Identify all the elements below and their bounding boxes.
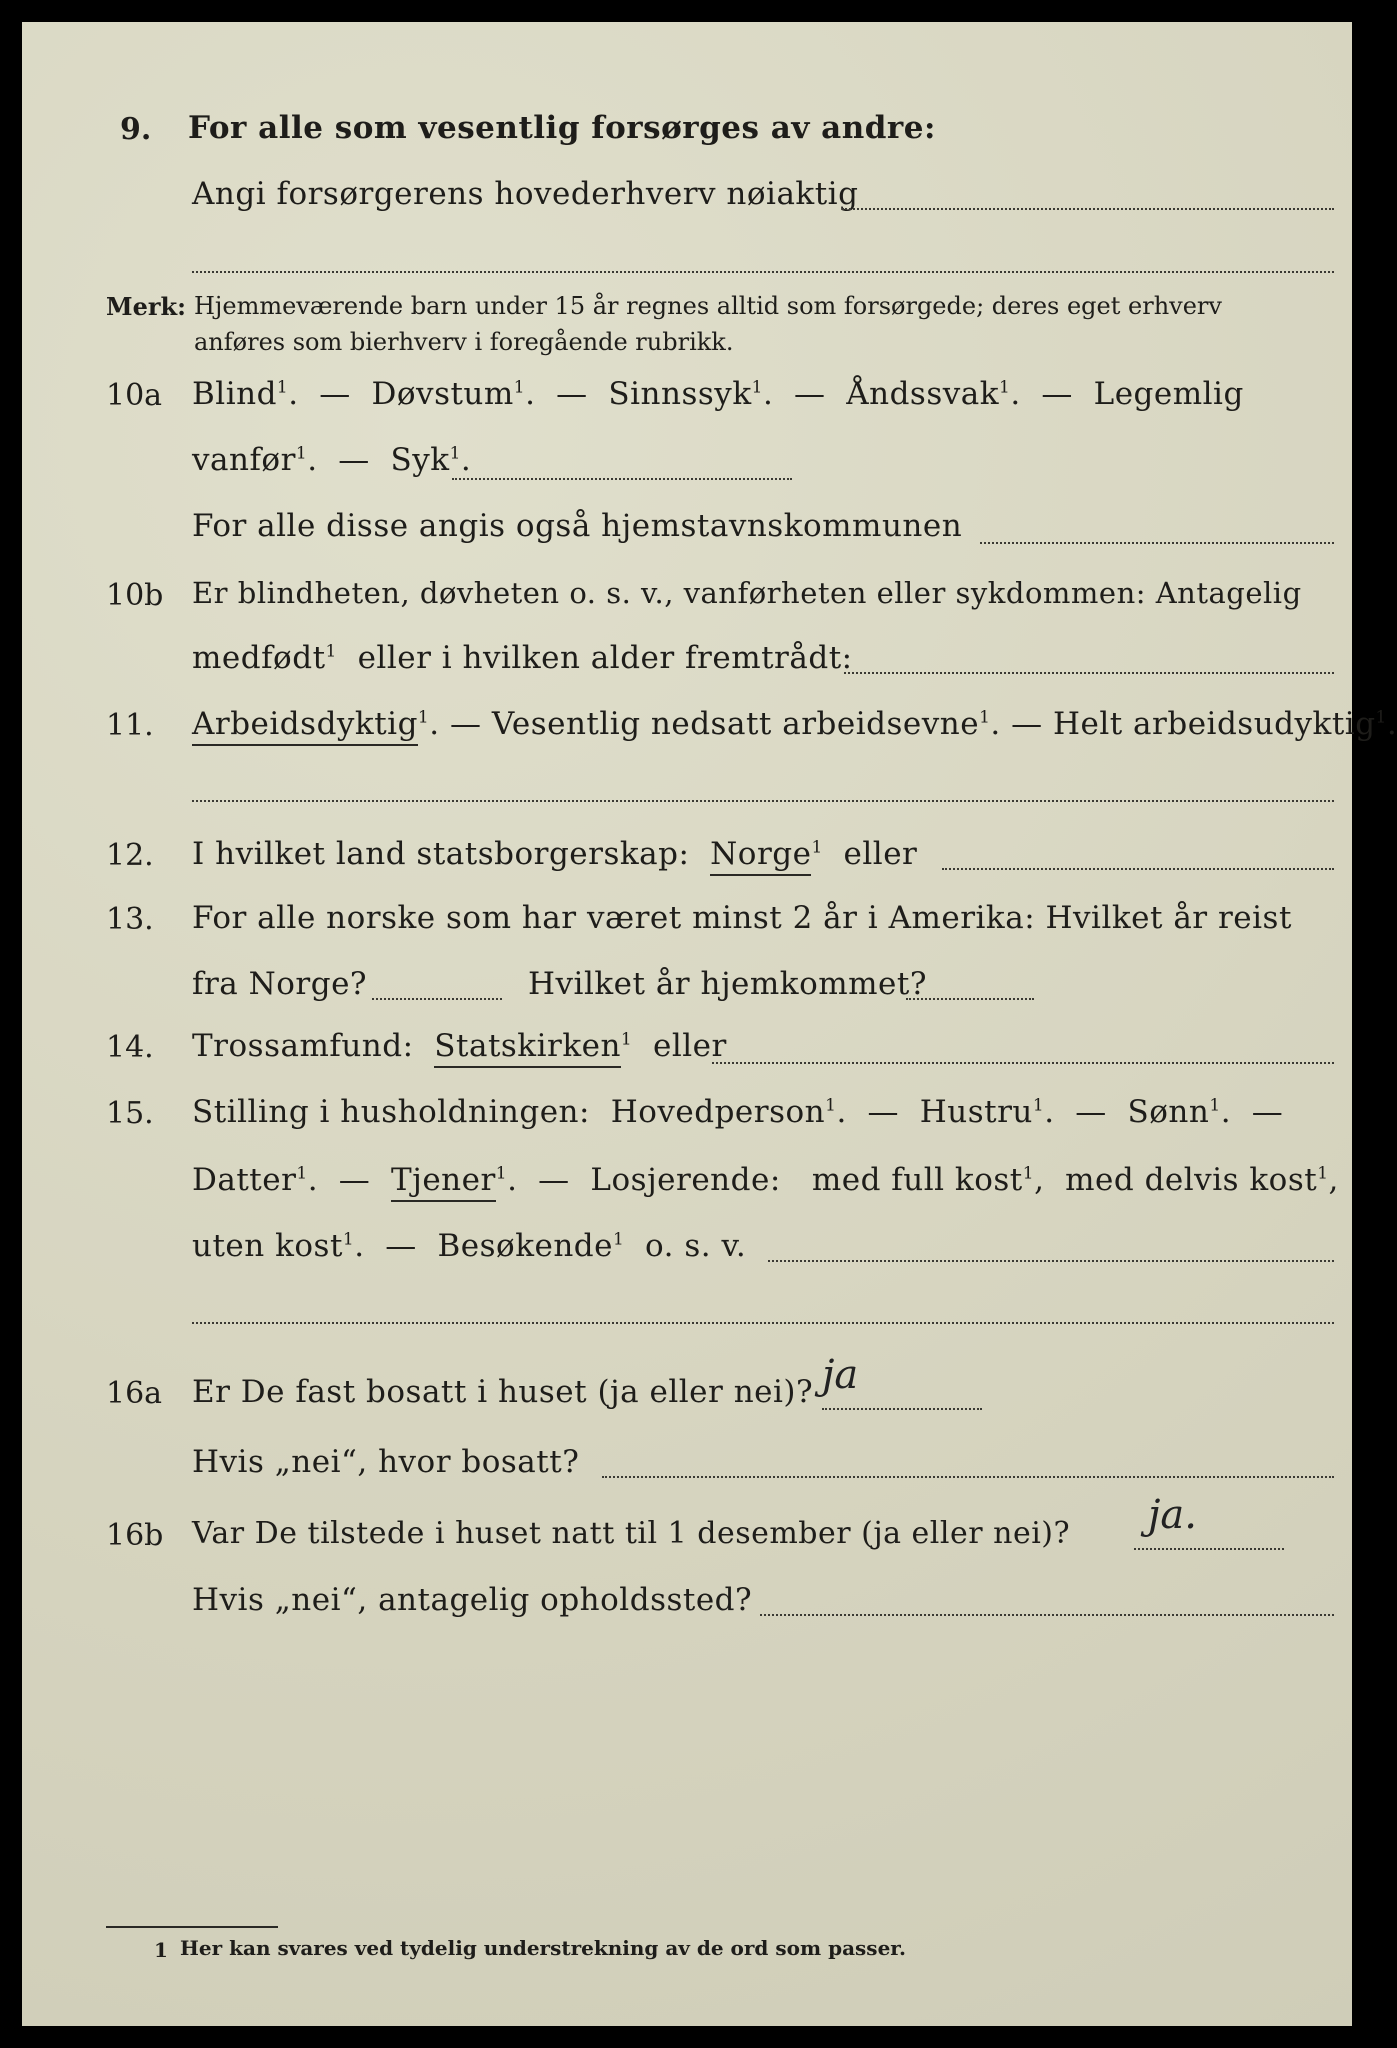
footnote-text: Her kan svares ved tydelig understrekning av de ord som passer. — [180, 1936, 906, 1960]
q14-trossamfund-field[interactable] — [712, 1062, 1334, 1064]
footnote-rule — [106, 1926, 278, 1928]
option-vanfor[interactable]: vanfør — [192, 442, 296, 478]
census-form-page — [22, 22, 1397, 2026]
q10b-alder-field[interactable] — [844, 672, 1334, 674]
option-tjener[interactable]: Tjener — [391, 1162, 496, 1202]
option-helt-arbeidsudyktig[interactable]: Helt arbeidsudyktig — [1052, 706, 1376, 742]
q13-hjemkommet: Hvilket år hjemkommet? — [528, 966, 927, 1002]
q15-line3: uten kost$^1$. — Besøkende$^1$ o. s. v. — [192, 1228, 747, 1264]
q15-answer-line[interactable] — [192, 1322, 1334, 1324]
option-dovstum[interactable]: Døvstum — [371, 376, 514, 412]
q14-number: 14. — [106, 1030, 154, 1065]
option-nedsatt-arbeidsevne[interactable]: Vesentlig nedsatt arbeidsevne — [491, 706, 980, 742]
q15-number: 15. — [106, 1096, 154, 1131]
option-med-delvis-kost[interactable]: med delvis kost — [1065, 1162, 1318, 1198]
q11-line1: Arbeidsdyktig$^1$. — Vesentlig nedsatt arbeidsevne$^1$. — Helt arbeidsudyktig$^1$. — [192, 706, 1397, 742]
q13-reist-field[interactable] — [372, 998, 502, 1000]
q10a-hjemstavn-field[interactable] — [980, 542, 1334, 544]
option-medfodt[interactable]: medfødt — [192, 640, 326, 676]
q9-number: 9. — [120, 112, 152, 147]
merk-label: Merk: — [106, 292, 186, 321]
q13-number: 13. — [106, 902, 154, 937]
option-norge[interactable]: Norge — [710, 836, 811, 876]
q16a-number: 16a — [106, 1376, 163, 1411]
q10a-line3: For alle disse angis også hjemstavnskommunen — [192, 508, 963, 544]
option-datter[interactable]: Datter — [192, 1162, 297, 1198]
q9-line2: Angi forsørgerens hovederhverv nøiaktig — [192, 176, 859, 212]
q13-hjemkommet-field[interactable] — [906, 998, 1034, 1000]
q12-line: I hvilket land statsborgerskap: Norge$^1$ eller — [192, 836, 917, 872]
q13-line1: For alle norske som har været minst 2 år i Amerika: Hvilket år reist — [192, 900, 1292, 936]
q16b-line2: Hvis „nei“, antagelig opholdssted? — [192, 1582, 753, 1618]
option-syk[interactable]: Syk — [390, 442, 450, 478]
option-hovedperson[interactable]: Hovedperson — [610, 1094, 826, 1130]
q10a-syk-field[interactable] — [452, 478, 792, 480]
option-arbeidsdyktig[interactable]: Arbeidsdyktig — [192, 706, 418, 746]
q16a-handwritten-answer[interactable]: ja — [822, 1352, 859, 1398]
q9-answer-line2[interactable] — [192, 271, 1334, 273]
q16b-handwritten-answer[interactable]: ja. — [1148, 1492, 1197, 1538]
footnote-marker: 1 — [154, 1938, 168, 1962]
option-besokende[interactable]: Besøkende — [437, 1228, 613, 1264]
q10a-line1: Blind$^1$. — Døvstum$^1$. — Sinnssyk$^1$. — Åndssvak$^1$. — Legemlig — [192, 376, 1244, 412]
q16a-bosatt-field[interactable] — [602, 1476, 1334, 1478]
q16a-answer-field[interactable] — [822, 1408, 982, 1410]
q16a-line2: Hvis „nei“, hvor bosatt? — [192, 1444, 580, 1480]
merk-line2: anføres som bierhverv i foregående rubrikk. — [194, 328, 734, 356]
q16b-answer-field[interactable] — [1134, 1548, 1284, 1550]
q12-number: 12. — [106, 838, 154, 873]
q10b-line1: Er blindheten, døvheten o. s. v., vanførheten eller sykdommen: Antagelig — [192, 576, 1302, 610]
q15-stilling-field[interactable] — [768, 1260, 1334, 1262]
q16b-opholdssted-field[interactable] — [760, 1614, 1334, 1616]
q15-line2: Datter$^1$. — Tjener$^1$. — Losjerende: med full kost$^1$, med delvis kost$^1$, — [192, 1162, 1339, 1198]
q16b-number: 16b — [106, 1518, 164, 1553]
option-med-full-kost[interactable]: med full kost — [811, 1162, 1023, 1198]
option-hustru[interactable]: Hustru — [919, 1094, 1033, 1130]
option-legemlig[interactable]: Legemlig — [1093, 376, 1244, 412]
q16b-line1: Var De tilstede i huset natt til 1 desember (ja eller nei)? — [192, 1516, 1071, 1551]
option-andssvak[interactable]: Åndssvak — [846, 376, 1000, 412]
q9-answer-field[interactable] — [842, 208, 1334, 210]
option-statskirken[interactable]: Statskirken — [434, 1028, 621, 1068]
option-blind[interactable]: Blind — [192, 376, 277, 412]
merk-line1: Hjemmeværende barn under 15 år regnes alltid som forsørgede; deres eget erhverv — [194, 292, 1222, 320]
q13-fra-norge: fra Norge? — [192, 966, 368, 1002]
option-sonn[interactable]: Sønn — [1127, 1094, 1210, 1130]
q10a-number: 10a — [106, 378, 163, 413]
q11-number: 11. — [106, 708, 154, 743]
option-uten-kost[interactable]: uten kost — [192, 1228, 343, 1264]
q15-line1: Stilling i husholdningen: Hovedperson$^1$. — Hustru$^1$. — Sønn$^1$. — — [192, 1094, 1284, 1130]
q12-country-field[interactable] — [942, 868, 1334, 870]
q11-answer-line[interactable] — [192, 800, 1334, 802]
option-sinnssyk[interactable]: Sinnssyk — [608, 376, 752, 412]
q16a-line1: Er De fast bosatt i huset (ja eller nei)? — [192, 1374, 814, 1410]
q14-line: Trossamfund: Statskirken$^1$ eller — [192, 1028, 727, 1064]
q9-heading: For alle som vesentlig forsørges av andre: — [188, 110, 936, 146]
q10a-line2: vanfør$^1$. — Syk$^1$. — [192, 442, 472, 478]
q10b-line2: medfødt$^1$ eller i hvilken alder fremtrådt: — [192, 640, 853, 676]
q10b-number: 10b — [106, 578, 164, 613]
